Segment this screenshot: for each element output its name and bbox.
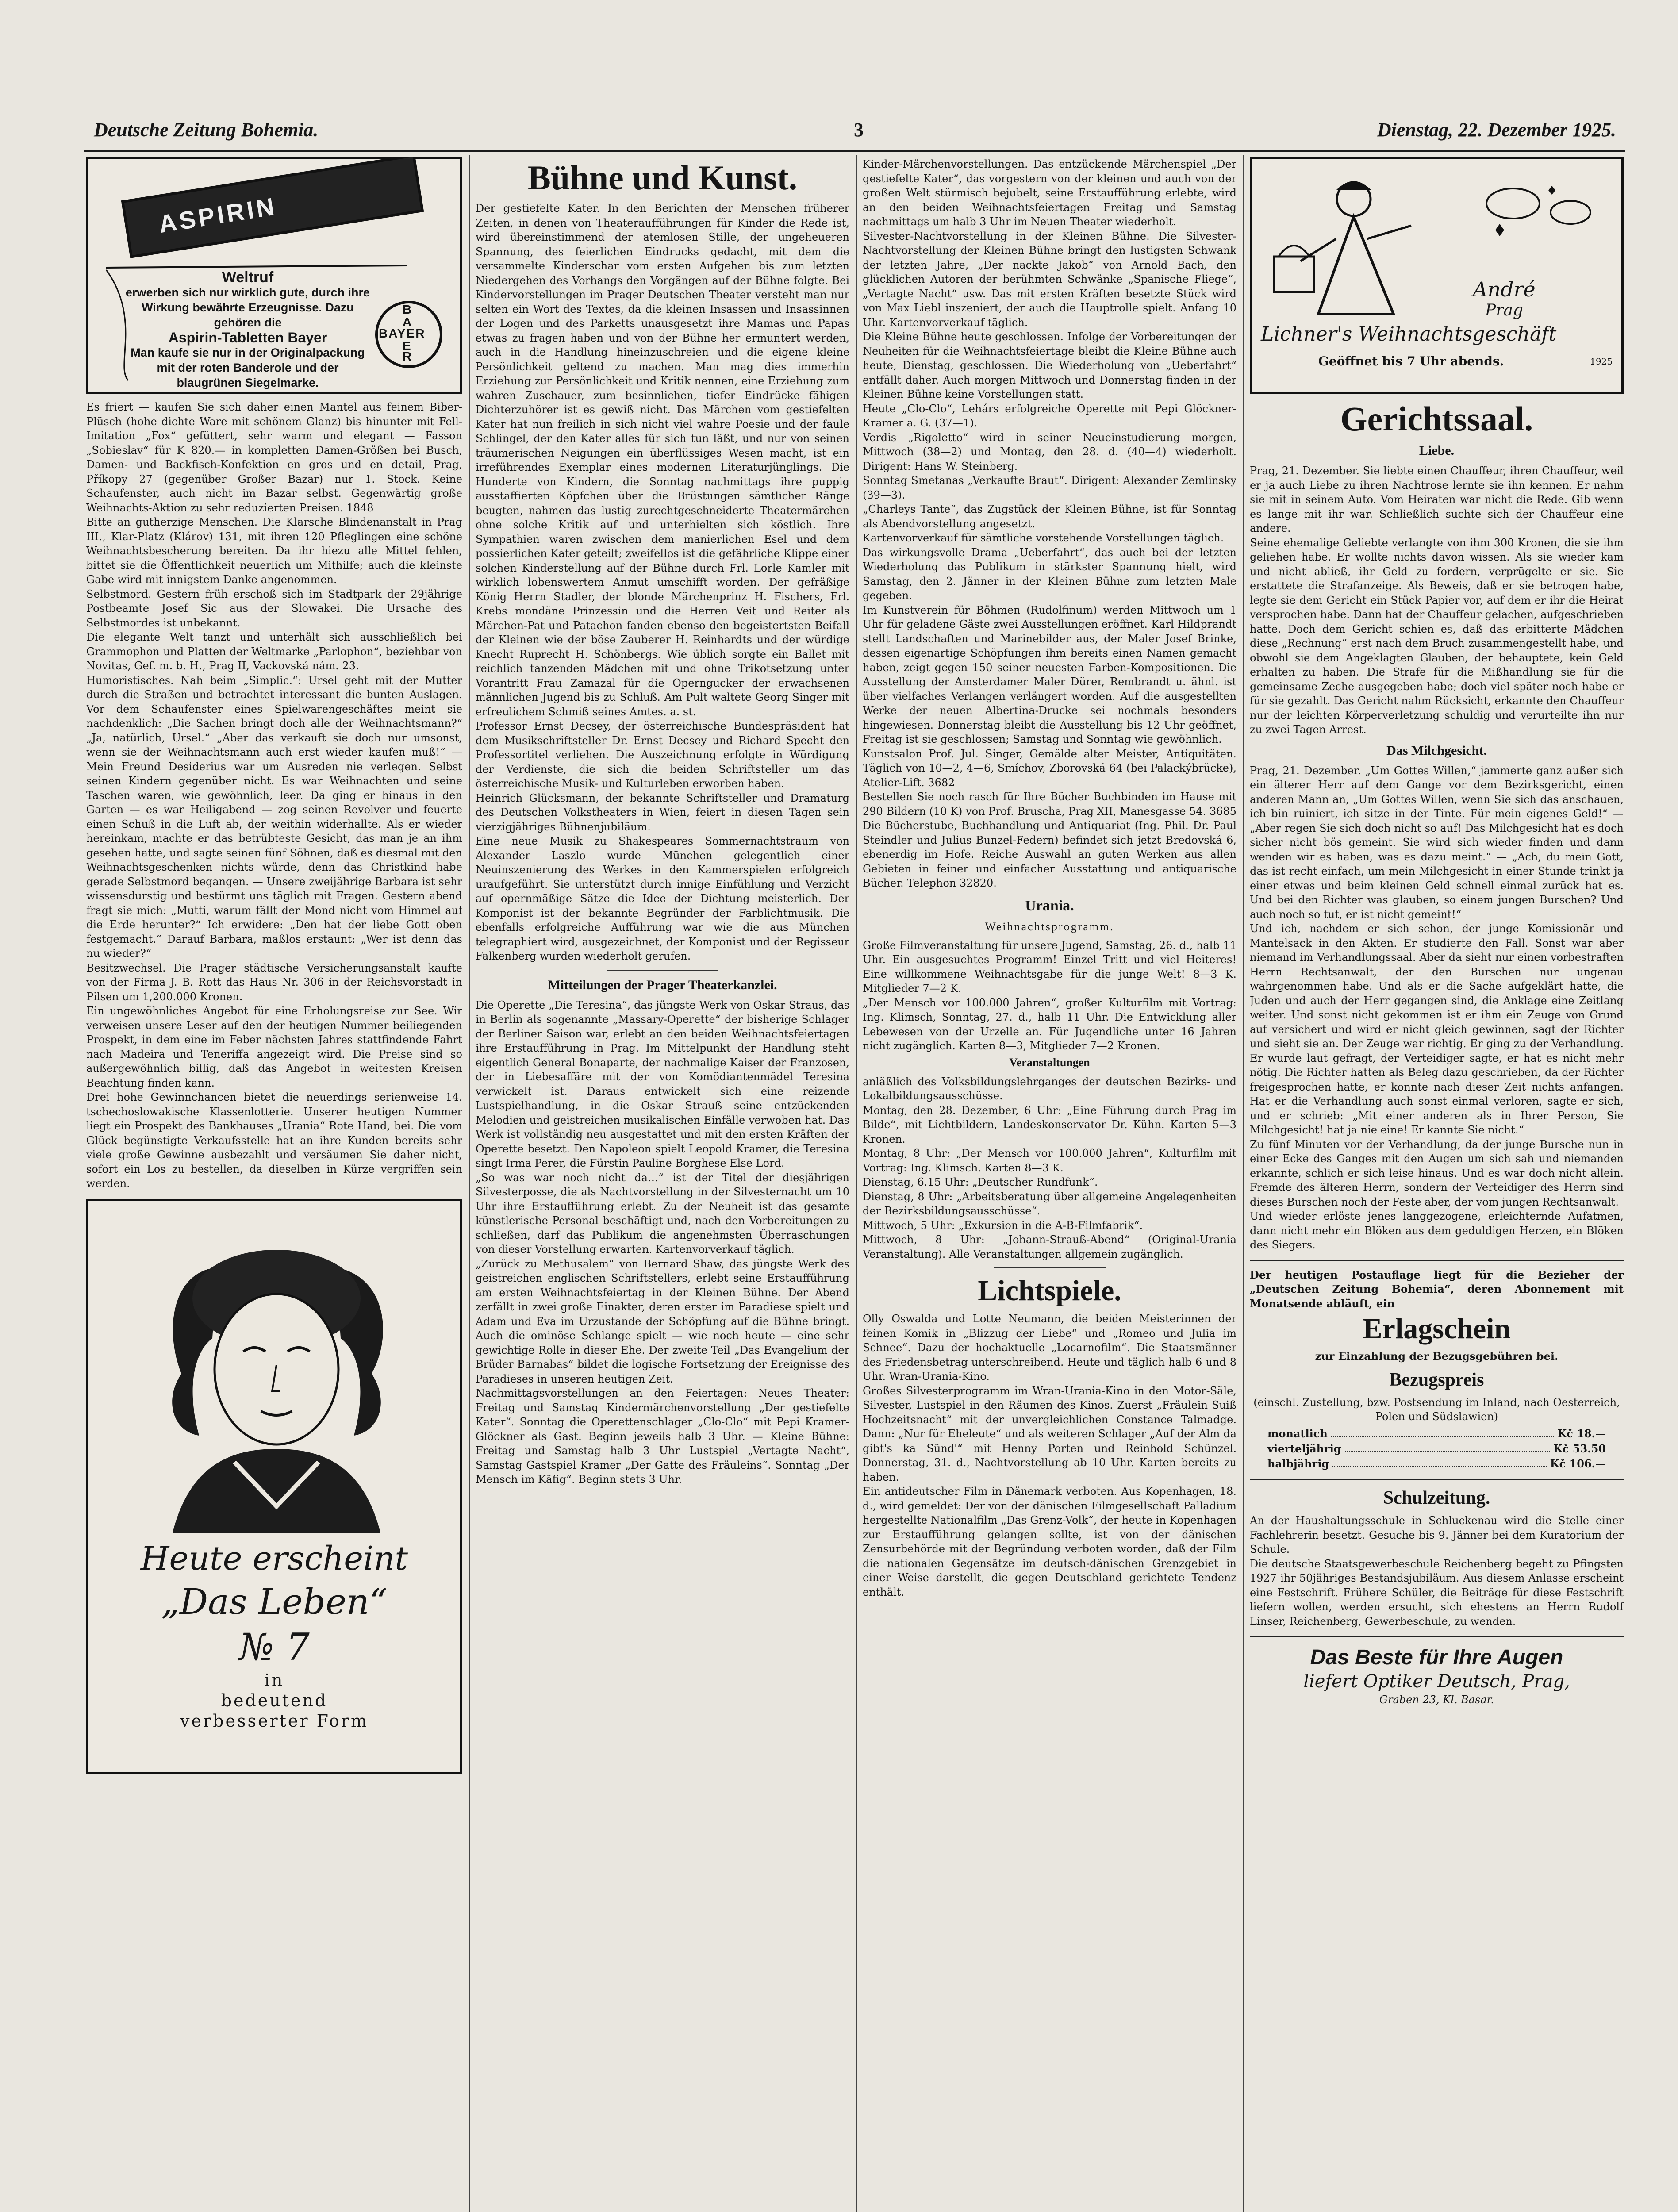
urania-subheading: Weihnachtsprogramm.	[985, 920, 1114, 933]
section-heading-buehne: Bühne und Kunst.	[527, 158, 798, 197]
article-teresina: Die Operette „Die Teresina“, das jüngste Werk von Oskar Straus, das in Berlin als sogenannte „Massary-Operette“ der bisherige Schlager der Berliner Saison war, erlebt an den beiden Weihnachtsfeiertagen ihre Erstaufführung in Prag. Im Mittelpunkt der Handlung steht eigentlich General Bonaparte, der nachmalige Kaiser der Franzosen, der in Liebesaffäre mit der von Komödiantenmädel Teresina verwickelt ist. Daraus entwickelt sich eine reizende Lustspielhandlung, in die Oskar Strauß seine entzückenden Melodien und geistreichen musikalischen Einfälle verwoben hat. Das Werk ist vollständig neu ausgestattet und mit den ersten Kräften der Operette besetzt. Den Napoleon spielt Leopold Kramer, die Teresina singt Irma Perer, die Fürstin Pauline Borghese Else Lord.	[476, 998, 849, 1169]
andre-city: Prag	[1485, 301, 1523, 319]
aspirin-line1: erwerben sich nur wirklich gute, durch ihre Wirkung bewährte Erzeugnisse. Dazu gehören die	[125, 286, 370, 329]
aspirin-advertisement	[86, 157, 462, 394]
article-staatsgewerbeschule: Die deutsche Staatsgewerbeschule Reichenberg begeht zu Pfingsten 1927 ihr 50jähriges Bestandsjubiläum. Aus diesem Anlasse erscheint eine Festschrift. Frühere Schüler, die Beiträge für diese Festschrift liefern wollen, werden ersucht, sich ehestens an Herrn Rudolf Linser, Reichenberg, Gewerbeschule, zu wenden.	[1250, 1557, 1624, 1628]
price-row	[1267, 1456, 1606, 1471]
article-sommernachtstraum: Eine neue Musik zu Shakespeares Sommernachtstraum von Alexander Laszlo wurde München gelegentlich einer Neuinszenierung des Werkes in den Kammerspielen erfolgreich uraufgeführt. Sie unterstützt durch innige Einfühlung und Verzicht auf opernmäßige Sätze die Idee der Dichtung meisterlich. Der Komponist ist der bekannte Begründer der Farblichtmusik. Die ebenfalls erfolgreiche Aufführung war wie die aus München telegraphiert wird, ausgezeichnet, der Komponist und der Regisseur Falkenberg wurden wiederholt gerufen.	[476, 835, 849, 962]
andre-advertisement	[1250, 157, 1624, 394]
leben-line-6: verbesserter Form	[180, 1711, 369, 1731]
issue-date: Dienstag, 22. Dezember 1925.	[1377, 119, 1616, 141]
article-milchgesicht-1: Prag, 21. Dezember. „Um Gottes Willen,“ jammerte ganz außer sich ein älterer Herr auf dem Gange vor dem Bezirksgericht, einen anderen Mann an, „Um Gottes Willen, wenn Sie sich das anschauen, ich bin ruiniert, ich sitze in der Tinte. Für mein eigenes Geld!“ — „Aber regen Sie sich doch nicht so auf! Das Milchgesicht hat es doch sicher nicht bös gemeint. Sie wird sich wieder finden und dann wenden wir es haben, was es dazu meint.“ — „Ach, du mein Gott, das ist recht einfach, um mein Milchgesicht in einer Stunde trinkt ja einer etwas und beim kleinen Geld schnell einmal zurück hat es. Und bei den Richter was glauben, so einem jungen Burschen? Und auch noch so tut, er ist nicht gemeint!“	[1250, 764, 1624, 921]
article-erholungsreise: Ein ungewöhnliches Angebot für eine Erholungsreise zur See. Wir verweisen unsere Leser auf den der heutigen Nummer beiliegenden Prospekt, in dem eine im Feber nächsten Jahres stattfindende Fahrt nach Madeira und Teneriffa angezeigt wird. Die Preise sind so außergewöhnlich billig, daß das Angebot in weitesten Kreisen Beachtung finden kann.	[86, 1005, 462, 1089]
urania-jugend: Große Filmveranstaltung für unsere Jugend, Samstag, 26. d., halb 11 Uhr. Ein ausgesuchtes Programm! Einzel Tritt und viel Heiteres! Eine willkommene Weihnachtsgabe für die junge Welt! 8—3 K. Mitglieder 7—2 K.	[863, 939, 1236, 995]
divider	[1250, 1636, 1624, 1637]
article-blindenanstalt: Bitte an gutherzige Menschen. Die Klarsche Blindenanstalt in Prag III., Klar-Platz (Klárov) 131, mit ihren 120 Pfleglingen eine schöne Weihnachtsbescherung bereiten. Da ihr hiezu alle Mittel fehlen, bittet sie die Öffentlichkeit neuerlich um Mithilfe; auch die kleinste Gabe wird mit innigstem Danke angenommen.	[86, 516, 462, 586]
column-2	[476, 157, 849, 2212]
article-ueberfahrt: Das wirkungsvolle Drama „Ueberfahrt“, das auch bei der letzten Wiederholung das Publikum in stärkster Spannung hielt, wird Samstag, den 2. Jänner in der Kleinen Bühne zum letzten Male gegeben.	[863, 546, 1236, 602]
veranstaltungen-intro: anläßlich des Volksbildungslehrganges der deutschen Bezirks- und Lokalbildungsausschüsse.	[863, 1075, 1236, 1102]
article-methusalem: „Zurück zu Methusalem“ von Bernard Shaw, das jüngste Werk des geistreichen englischen Schriftstellers, erlebt seine Erstaufführung am ersten Weihnachtsfeiertag in der Kleinen Bühne. Der Abend zerfällt in zwei große Einakter, deren erster im Paradiese spielt und Adam und Eva im Urzustande der Schöpfung auf die Bühne bringt. Auch die ominöse Schlange spielt — wie noch heute — eine sehr gewichtige Rolle in dieser Ehe. Der zweite Teil „Das Evangelium der Brüder Barnabas“ bildet die logische Fortsetzung der Ereignisse des Paradieses in unseren heutigen Zeit.	[476, 1257, 849, 1385]
column-1	[86, 157, 462, 2212]
article-silvester-nacht: Silvester-Nachtvorstellung in der Kleinen Bühne. Die Silvester-Nachtvorstellung der Kleinen Bühne bringt den lustigsten Schwank der letzten Jahre, „Der nackte Jakob“ von Arnold Bach, den glücklichen Autoren der berühmten Schwänke „Spanische Fliege“, „Vertagte Nacht“ usw. Das mit ersten Kräften besetzte Stück wird von Max Liebl inszeniert, der auch die Hauptrolle spielt. Anfang 10 Uhr. Kartenvorverkauf täglich.	[863, 230, 1236, 329]
leben-line-2: „Das Leben“	[161, 1581, 388, 1622]
article-silvesterprogramm: Großes Silvesterprogramm im Wran-Urania-Kino in den Motor-Säle, Silvester, Lustspiel in den Räumen des Kinos. Zuerst „Fräulein Suiß Hochzeitsnacht“ mit der unvergleichlichen Constance Talmadge. Dann: „Nur für Eheleute“ und als weiteren Schlager „Auf der Alm da gibt's ka Sünd'“ mit Henny Porten und Reinhold Schünzel. Donnerstag, 31. d., Nachtvorstellung ab 10 Uhr. Karten bereits zu haben.	[863, 1384, 1236, 1483]
notice-postauflage: Der heutigen Postauflage liegt für die Bezieher der „Deutschen Zeitung Bohemia“, deren Abonnement mit Monatsende abläuft, ein	[1250, 1268, 1624, 1310]
article-verkaufte-braut: Sonntag Smetanas „Verkaufte Braut“. Dirigent: Alexander Zemlinsky (39—3).	[863, 474, 1236, 501]
das-leben-copy	[88, 1537, 460, 1731]
veranstaltung-montag-6: Montag, den 28. Dezember, 6 Uhr: „Eine Führung durch Prag im Bilde“, mit Lichtbildern, Landeskonservator Dr. Kühn. Karten 5—3 Kronen.	[863, 1104, 1236, 1145]
article-selbstmord: Selbstmord. Gestern früh erschoß sich im Stadtpark der 29jährige Postbeamte Josef Sic aus der Slowakei. Die Ursache des Selbstmordes ist unbekannt.	[86, 588, 462, 629]
article-milchgesicht-3: Zu fünf Minuten vor der Verhandlung, da der junge Bursche nun in einer Ecke des Ganges mit den Augen um sich sah und niemanden erkannte, schlich er sich leise hinaus. Und es war doch nicht allein. Fremde des älteren Herrn, sondern der Verteidiger des Herrn sind dieses Burschen noch der Feste aber, der vom jungen Rechtsanwalt.	[1250, 1138, 1624, 1208]
article-decsey: Professor Ernst Decsey, der österreichische Bundespräsident hat dem Musikschriftsteller Dr. Ernst Decsey und Richard Specht den Professortitel verliehen. Die Auszeichnung erfolgte in Würdigung der Verdienste, die sich die beiden Schriftsteller um das österreichische Musik- und Kulturleben erworben haben.	[476, 720, 849, 790]
article-buecherstube: Die Bücherstube, Buchhandlung und Antiquariat (Ing. Phil. Dr. Paul Steindler und Julius Bunzel-Federn) befindet sich jetzt Bredovská 6, ebenerdig im Hofe. Reiche Auswahl an guten Werken aus allen Gebieten in feiner und einfacher Ausstattung und antiquarische Bücher. Telephon 32820.	[863, 819, 1236, 889]
article-lotterie: Drei hohe Gewinnchancen bietet die neuerdings serienweise 14. tschechoslowakische Klassenlotterie. Unserer heutigen Nummer liegt ein Prospekt des Bankhauses „Urania“ Rote Hand, bei. Die vom Glück begünstigte Verkaufsstelle hat an ihre Kunden bereits sehr viele große Gewinne ausbezahlt und versäumen Sie daher nicht, sofort ein Los zu bestellen, da dieselben in Kürze vergriffen sein werden.	[86, 1091, 462, 1190]
divider	[1250, 1479, 1624, 1480]
price-label: halbjährig	[1267, 1457, 1329, 1470]
bayer-letter: B	[403, 303, 412, 316]
andre-name: André	[1473, 277, 1536, 301]
bayer-letter: E	[403, 339, 411, 353]
column-divider	[856, 155, 857, 2212]
article-milchgesicht-4: Und wieder erlöste jenes langgezogene, erleichternde Aufatmen, dann nicht mehr ein Blöken aus dem geduldigen Herzen, ein Blöken des Siegers.	[1250, 1210, 1624, 1251]
aspirin-product: Aspirin-Tabletten Bayer	[168, 330, 327, 346]
price-value: Kč 53.50	[1553, 1442, 1606, 1455]
divider	[607, 970, 719, 971]
price-list	[1267, 1426, 1606, 1471]
section-heading-schulzeitung: Schulzeitung.	[1383, 1488, 1490, 1508]
veranstaltungen-heading: Veranstaltungen	[1009, 1056, 1090, 1069]
article-kleine-buehne: Die Kleine Bühne heute geschlossen. Infolge der Vorbereitungen der Neuheiten für die Weihnachtsfeiertage bleibt die Kleine Bühne auch heute, Dienstag, geschlossen. Die Wiederholung von „Ueberfahrt“ entfällt daher. Auch morgen Mittwoch und Donnerstag finden in der Kleinen Bühne keine Vorstellungen statt.	[863, 330, 1236, 400]
veranstaltung-montag-8: Montag, 8 Uhr: „Der Mensch vor 100.000 Jahren“, Kulturfilm mit Vortrag: Ing. Klimsch. Karten 8—3 K.	[863, 1147, 1236, 1174]
woman-portrait-illustration	[146, 1241, 407, 1533]
article-silvesterposse: „So was war noch nicht da…“ ist der Titel der diesjährigen Silvesterposse, die als Nachtvorstellung in der Silvesternacht um 10 Uhr ihre Erstaufführung erlebt. Zu der Neuheit ist das gesamte künstlerische Personal beschäftigt und, nach den Vorbereitungen zu schließen, darf das Publikum die angenehmsten Überraschungen von dieser Vorstellung erwarten. Kartenvorverkauf täglich.	[476, 1171, 849, 1256]
erlagschein-heading: Erlagschein	[1363, 1313, 1511, 1345]
andre-opening-hours: Geöffnet bis 7 Uhr abends.	[1318, 354, 1504, 369]
leben-line-3: № 7	[239, 1625, 310, 1669]
urania-heading: Urania.	[1025, 897, 1074, 914]
aspirin-title: Weltruf	[222, 269, 274, 286]
divider	[994, 1267, 1106, 1268]
optiker-address: Graben 23, Kl. Basar.	[1379, 1694, 1494, 1706]
leben-line-5: bedeutend	[221, 1690, 328, 1710]
price-row	[1267, 1426, 1606, 1441]
article-buchbinden: Bestellen Sie noch rasch für Ihre Bücher Buchbinden im Hause mit 290 Bildern (10 K) von Prof. Bruscha, Prag XII, Manesgasse 54. 3685	[863, 791, 1236, 818]
veranstaltung-mittwoch-8: Mittwoch, 8 Uhr: „Johann-Strauß-Abend“ (Original-Urania Veranstaltung). Alle Veranstaltungen allgemein zugänglich.	[863, 1233, 1236, 1260]
price-label: vierteljährig	[1267, 1442, 1341, 1455]
article-besitzwechsel: Besitzwechsel. Die Prager städtische Versicherungsanstalt kaufte von der Firma J. B. Rott das Haus Nr. 306 in der Reichsvorstadt in Pilsen um 1,200.000 Kronen.	[86, 961, 462, 1003]
aspirin-brand: ASPIRIN	[157, 192, 279, 238]
das-leben-advertisement	[86, 1199, 462, 1774]
erlagschein-sub: zur Einzahlung der Bezugsgebühren bei.	[1315, 1350, 1559, 1363]
optiker-deutsch-advertisement	[1250, 1645, 1624, 1707]
bayer-cross-logo	[375, 301, 442, 368]
article-charleys-tante: „Charleys Tante“, das Zugstück der Kleinen Bühne, ist für Sonntag als Abendvorstellung angesetzt.	[863, 503, 1236, 530]
article-kunstsalon: Kunstsalon Prof. Jul. Singer, Gemälde alter Meister, Antiquitäten. Täglich von 10—2, 4—6, Smíchov, Zborovská 64 (bei Palackýbrücke), Atelier-Lift. 3682	[863, 747, 1236, 789]
section-heading-lichtspiele: Lichtspiele.	[978, 1275, 1121, 1307]
article-gestiefelte-kater: Der gestiefelte Kater. In den Berichten der Menschen früherer Zeiten, in denen von Theateraufführungen für Kinder die Rede ist, wird übereinstimmend der atemlosen Stille, der ungeheueren Spannung, des feierlichen Eindrucks gedacht, mit dem die versammelte Kinderschar vom ersten Aufgehen bis zum letzten Niedergehen des Vorhangs den Vorgängen auf der Bühne folgte. Bei Kindervorstellungen im Prager Deutschen Theater versteht man nur selten ein Wort des Textes, da die kleinen Insassen und Insassinnen der Logen und des Parketts unausgesetzt ihre Mamas und Papas etwas zu fragen haben und von der Bühne her ermuntert werden, auch in die Handlung hineinzuschreien und die eigene kleine Persönlichkeit geltend zu machen. Man mag dies immerhin Erziehung zur Persönlichkeit und Kritik nennen, eine Erziehung zum wahren Zuschauer, zum besinnlichen, tiefer Eindrücke fähigen Dichterzuhörer ist es gewiß nicht. Das Märchen vom gestiefelten Kater hat nun freilich in sich nicht viel wahre Poesie und der faule Schlingel, der den Kater alles für sich tun läßt, und nur von seinen träumerischen Neigungen ein überflüssiges Wesen macht, ist ein irreführendes Exemplar eines modernen Literaturjünglings. Die Hunderte von Kindern, die Sonntag nachmittags ihre puppig ausstaffierten Köpfchen über die Brüstungen sämtlicher Ränge beugten, nahmen das lustig zurechtgeschneiderte Theatermärchen ohne solche Kritik auf und unterhielten sich köstlich. Ihre Sympathien waren zwischen dem manierlichen Esel und dem possierlichen Kater geteilt; zweifellos ist die gefährliche Klippe einer solchen Kinderstellung auf der Bühne durch Frl. Lorle Kamler mit wirklich lobenswertem Anmut umschifft worden. Der gefräßige König Herrn Stadler, der blonde Märchenprinz H. Fischers, Frl. Krebs mondäne Prinzessin und die Herren Veit und Reiter als Märchen-Pat und Patachon fanden ebenso den begeistertsten Beifall der Kleinen wie der böse Zauberer H. Reinhardts und der würdige Knecht Ruprecht H. Schönbergs. Wie üblich sorgte ein Ballet mit reichlich tanzenden Mädchen mit und ohne Trikotsetzung unter Vorantritt Frau Zamazal für die Operngucker der erwachsenen männlichen Jugend bis zu Schluß. Am Pult waltete Georg Singer mit erfreulichem Schmiß seines Amtes. a. st.	[476, 202, 849, 718]
column-3	[863, 157, 1236, 2212]
sub-heading-liebe: Liebe.	[1419, 443, 1455, 458]
veranstaltung-mittwoch-5: Mittwoch, 5 Uhr: „Exkursion in die A-B-Filmfabrik“.	[863, 1219, 1143, 1232]
header-rule	[84, 150, 1625, 152]
veranstaltung-dienstag-8: Dienstag, 8 Uhr: „Arbeitsberatung über allgemeine Angelegenheiten der Bezirksbildungsausschüsse“.	[863, 1190, 1236, 1217]
sub-heading-theaterkanzlei: Mitteilungen der Prager Theaterkanzlei.	[548, 977, 777, 992]
article-milchgesicht-2: Und ich, nachdem er sich schon, der junge Komissionär und Mantelsack in den Akten. Er studierte den Fall. Sonst war aber niemand im Verhandlungssaal. Aber da sieht nur einen vorbestraften Herrn Rechtsanwalt, der den Burschen nur ungenau wahrgenommen habe. Und als er die Sache aufgeklärt hatte, die Juden und auch der Herr gegangen sind, die Anklage eine Zeitlang weiter. Und sonst nicht gekommen ist er ihm ein Zeuge von Grund auf versichert und wird er nicht gleich gewinnen, sagt der Richter und sieht sie an. Der Zeuge war richtig. Er ging zu der Verhandlung. Er wurde laut gefragt, der Verteidiger sagte, er hat es nicht mehr nötig. Die Richter hatten als Beleg dazu geschrieben, da der Richter freigesprochen hatte, er konnte nach dieser Zeit nichts anfangen. Hat er die Verhandlung auch sonst einmal verloren, sagte er sich, und er schrieb: „Mit einer anderen als in Ihrer Person, Sie Milchgesicht! hat ja nie eine! Er kannte Sie nicht.“	[1250, 922, 1624, 1136]
optiker-name: liefert Optiker Deutsch, Prag,	[1303, 1671, 1570, 1692]
price-value: Kč 106.—	[1550, 1457, 1606, 1470]
article-oswalda-neumann: Olly Oswalda und Lotte Neumann, die beiden Meisterinnen der feinen Komik in „Blizzug der Liebe“ und „Romeo und Julia im Schnee“. Dazu der hochaktuelle „Locarnofilm“. Die Staatsmänner des Friedensbetrag unterschreibend. Heute und täglich halb 6 und 8 Uhr. Wran-Urania-Kino.	[863, 1313, 1236, 1382]
bayer-letter: A	[403, 315, 412, 329]
bayer-letter: R	[403, 349, 412, 363]
leben-line-1: Heute erscheint	[140, 1539, 408, 1578]
girl-with-basket-illustration	[1265, 173, 1610, 323]
price-label: monatlich	[1267, 1427, 1328, 1440]
article-humoristisches: Humoristisches. Nah beim „Simplic.“: Ursel geht mit der Mutter durch die Straßen und betrachtet interessant die bunten Auslagen. Vor dem Schaufenster eines Spielwarengeschäftes meint sie nachdenklich: „Die Sachen bringt doch alle der Weihnachtsmann?“ „Ja, natürlich, Ursel.“ „Aber das verkauft sie doch nur umsonst, wenn sie der Weihnachtsmann auch erst wieder kaufen muß!“ — Mein Freund Desiderius war um Ausreden nie verlegen. Selbst seinen Kindern gegenüber nicht. Es war Weihnachten und seine Taschen waren, wie gewöhnlich, leer. Da ging er hinaus in den Garten — es war Heiligabend — zog seinen Revolver und feuerte einen Schuß in die Luft ab, der weithin widerhallte. Als er wieder hereinkam, machte er das betrübteste Gesicht, das man je an ihm gesehen hatte, und sagte seinen fünf Söhnen, daß es diesmal mit den Weihnachtsgeschenken nichts würde, denn das Christkind habe gerade Selbstmord begangen. — Unsere zweijährige Barbara ist sehr wissensdurstig und bestürmt uns täglich mit Fragen. Gestern abend fragt sie mich: „Mutti, warum fällt der Mond nicht vom Himmel auf die Erde herunter?“ Ich erwidere: „Den hat der liebe Gott oben festgemacht.“ Darauf Barbara, maßlos erstaunt: „Wer ist denn das nu wieder?“	[86, 674, 462, 960]
andre-brand	[1460, 279, 1548, 321]
bezugspreis-heading: Bezugspreis	[1389, 1370, 1484, 1390]
paper-name: Deutsche Zeitung Bohemia.	[94, 119, 319, 141]
aspirin-copy	[124, 270, 372, 390]
column-divider	[469, 155, 470, 2212]
page-number: 3	[854, 119, 864, 141]
leben-line-4: in	[264, 1670, 284, 1690]
article-clo-clo: Heute „Clo-Clo“, Lehárs erfolgreiche Operette mit Pepi Glöckner-Kramer a. G. (37—1).	[863, 402, 1236, 429]
price-row	[1267, 1441, 1606, 1456]
aspirin-line2: Man kaufe sie nur in der Originalpackung mit der roten Banderole und der blaugrünen Siegelmarke.	[131, 346, 365, 389]
urania-mensch: „Der Mensch vor 100.000 Jahren“, großer Kulturfilm mit Vortrag: Ing. Klimsch, Sonntag, 27. d., halb 11 Uhr. Die Entwicklung aller Lebewesen von der Urzelle an. Für Jugendliche unter 16 Jahren nicht zugänglich. Karten 8—3, Mitglieder 7—2 Kronen.	[863, 996, 1236, 1052]
column-4	[1250, 157, 1624, 2212]
article-kunstverein: Im Kunstverein für Böhmen (Rudolfinum) werden Mittwoch um 1 Uhr für geladene Gäste zwei Ausstellungen eröffnet. Karl Hildprandt stellt Landschaften und Marinebilder aus, der Maler Josef Brinke, dessen eigenartige Schöpfungen ihm bereits einen Namen gemacht haben, zeigt gegen 150 seiner neuesten Farben-Kompositionen. Die Ausstellung der Amsterdamer Maler Dürer, Rembrandt u. ähnl. ist über vielfaches Verlangen verlängert worden. Auf die ausgestellten Werke der neuen Albertina-Drucke sei nochmals besonders hingewiesen. Donnerstag bleibt die Ausstellung bis 12 Uhr geöffnet, Freitag ist sie geschlossen; Samstag und Sonntag wie gewöhnlich.	[863, 603, 1236, 745]
bezugspreis-sub: (einschl. Zustellung, bzw. Postsendung im Inland, nach Oesterreich, Polen und Südslawien)	[1253, 1396, 1620, 1423]
article-liebe-2: Seine ehemalige Geliebte verlangte von ihm 300 Kronen, die sie ihm geliehen habe. Er wollte nichts davon wissen. Als sie wieder kam und nicht abließ, ihr Geld zu fordern, verprügelte er sie. Sie erstattete die Strafanzeige. Als Beweis, daß er sie betrogen habe, legte sie dem Gericht ein Stück Papier vor, auf dem er ihr die Heirat versprochen habe. Dann hat der Chauffeur gelachen, aufgeschrieben hatte. Doch dem Gericht schien es, daß das erbitterte Mädchen diese „Rechnung“ erst nach dem Bruch zusammengestellt habe, und obwohl sie dem Angeklagten Glauben, der behauptete, kein Geld erhalten zu haben. Die Strafe für die Mißhandlung sie für die gemeinsame Zeche ausgegeben habe; doch viel später noch habe er für sie gezahlt. Das Gericht nahm Rücksicht, erkannte den Chauffeur nur der leichten Körperverletzung schuldig und verurteilte ihn nur zu zwei Tagen Arrest.	[1250, 536, 1624, 736]
article-kinder-maerchen: Kinder-Märchenvorstellungen. Das entzückende Märchenspiel „Der gestiefelte Kater“, das vorgestern von der kleinen und auch von der großen Welt stürmisch bejubelt, seine Erstaufführung erlebte, wird an den beiden Weihnachtsfeiertagen Freitag und Samstag nachmittags um halb 3 Uhr im Neuen Theater wiederholt.	[863, 158, 1236, 228]
section-heading-gerichtssaal: Gerichtssaal.	[1340, 399, 1533, 438]
article-kartenvorverkauf: Kartenvorverkauf für sämtliche vorstehende Vorstellungen täglich.	[863, 532, 1224, 544]
article-busch: Es friert — kaufen Sie sich daher einen Mantel aus feinem Biber-Plüsch (hohe dichte Ware mit schönem Glanz) bis hinunter mit Fell-Imitation „Fox“ gefüttert, sehr warm und elegant — Fasson „Sobieslav“ für K 820.— in kompletten Damen-Größen bei Busch, Damen- und Backfisch-Konfektion en gros und en detail, Prag, Příkopy 27 (gegenüber Großer Bazar) nur 1. Stock. Keine Schaufenster, auch nicht im Bazar selbst. Gegenwärtig große Weihnachts-Aktion zu sehr reduzierten Preisen. 1848	[86, 401, 462, 514]
veranstaltung-dienstag-615: Dienstag, 6.15 Uhr: „Deutscher Rundfunk“.	[863, 1176, 1098, 1188]
column-divider	[1243, 155, 1244, 2212]
article-rigoletto: Verdis „Rigoletto“ wird in seiner Neueinstudierung morgen, Mittwoch (38—2) und Montag, den 28. d. (40—4) wiederholt. Dirigent: Hans W. Steinberg.	[863, 431, 1236, 472]
article-liebe-1: Prag, 21. Dezember. Sie liebte einen Chauffeur, ihren Chauffeur, weil er ja auch Liebe zu ihren Nachtrose lernte sie ihn kennen. Er nahm sie mit in seinem Auto. Vom Heiraten war nicht die Rede. Gib wenn es lange mit ihr war. Schließlich suchte sich der Chauffeur eine andere.	[1250, 465, 1624, 534]
article-gluecksmann: Heinrich Glücksmann, der bekannte Schriftsteller und Dramaturg des Deutschen Volkstheaters in Wien, feiert in diesen Tagen sein vierzigjähriges Bühnenjubiläum.	[476, 791, 849, 833]
article-nachmittagsvorstellungen: Nachmittagsvorstellungen an den Feiertagen: Neues Theater: Freitag und Samstag Kindermärchenvorstellung „Der gestiefelte Kater“. Sonntag die Operettenschlager „Clo-Clo“ mit Pepi Kramer-Glöckner als Gast. Beginn jeweils halb 3 Uhr. — Kleine Bühne: Freitag und Samstag halb 3 Uhr Lustspiel „Vertagte Nacht“, Samstag Gastspiel Kramer „Der Gatte des Fräuleins“. Sonntag „Der Mensch im Käfig“. Beginn stets 3 Uhr.	[476, 1387, 849, 1486]
price-value: Kč 18.—	[1557, 1427, 1606, 1440]
sub-heading-milchgesicht: Das Milchgesicht.	[1386, 743, 1487, 758]
article-parlophon: Die elegante Welt tanzt und unterhält sich ausschließlich bei Grammophon und Platten der Weltmarke „Parlophon“, beziehbar von Novitas, Gef. m. b. H., Prag II, Vackovská nám. 23.	[86, 631, 462, 672]
optiker-slogan: Das Beste für Ihre Augen	[1310, 1646, 1563, 1669]
bayer-horizontal: BAYER	[379, 326, 426, 340]
andre-script-line: Lichner's Weihnachtsgeschäft	[1261, 323, 1557, 346]
article-antideutscher-film: Ein antideutscher Film in Dänemark verboten. Aus Kopenhagen, 18. d., wird gemeldet: Der von der dänischen Filmgesellschaft Palladium hergestellte Nationalfilm „Das Grenz-Volk“, der heute in Kopenhagen zur Erstaufführung gelangen sollte, ist von der dänischen Zensurbehörde mit der Begründung verboten worden, daß der Film die nationalen Gegensätze im deutsch-dänischen Grenzgebiet in einer Weise darstellt, die gegen Deutschland gerichtete Tendenz enthält.	[863, 1485, 1236, 1598]
divider	[1250, 1260, 1624, 1261]
andre-year: 1925	[1590, 356, 1613, 367]
article-haushaltungsschule: An der Haushaltungsschule in Schluckenau wird die Stelle einer Fachlehrerin besetzt. Gesuche bis 9. Jänner bei dem Kuratorium der Schule.	[1250, 1514, 1624, 1555]
